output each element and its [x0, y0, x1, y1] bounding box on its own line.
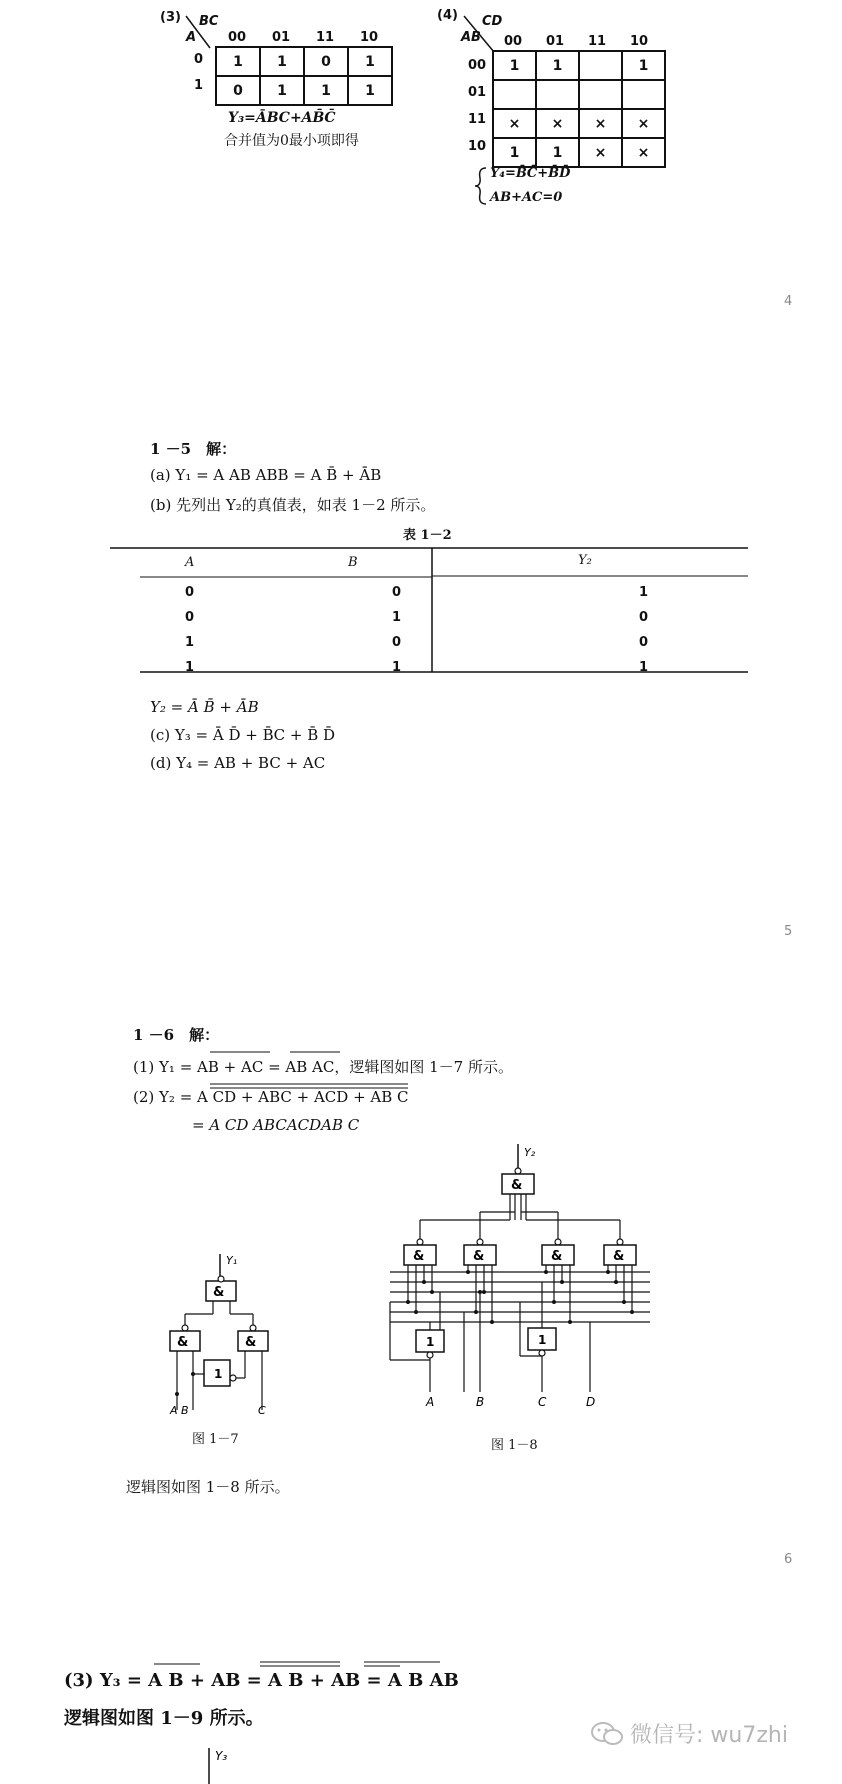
cell-a: 0 — [185, 585, 195, 600]
cell-a: 1 — [185, 635, 195, 650]
kmap3-cell: 1 — [216, 47, 260, 76]
fig18-logic-diagram — [380, 1140, 660, 1410]
fig18-and-label: & — [473, 1249, 485, 1264]
kmap3-row-header: 1 — [194, 78, 204, 93]
kmap3-col-headers — [215, 30, 391, 45]
s15-table-title: 表 1－2 — [403, 528, 452, 543]
kmap4-cell: × — [536, 109, 579, 138]
kmap4-row — [493, 51, 665, 80]
s15-line-a: (a) Y₁ = A AB ABB = A B̄ + ĀB — [150, 466, 382, 484]
kmap3-cell: 1 — [348, 47, 392, 76]
kmap3-cell: 1 — [348, 76, 392, 105]
kmap4-col-header: 00 — [503, 34, 523, 49]
cell-y2: 1 — [639, 660, 649, 675]
cell-y2: 0 — [639, 610, 649, 625]
kmap4-cell: × — [579, 109, 622, 138]
kmap3-col-header: 01 — [271, 30, 291, 45]
kmap3-result: Y₃=ĀBC+AB̄C̄ — [228, 110, 336, 126]
kmap3-col-header: 00 — [227, 30, 247, 45]
fig18-in-c-label: C — [538, 1395, 547, 1409]
fig17-in-c-label: C — [258, 1404, 266, 1417]
kmap4-row-header: 11 — [468, 112, 487, 127]
cell-y2: 0 — [639, 635, 649, 650]
s-next-overlines — [150, 1660, 450, 1672]
kmap3-cell: 1 — [260, 47, 304, 76]
cell-b: 1 — [392, 660, 402, 675]
kmap4-cell: 1 — [493, 138, 536, 167]
fig17-out-label: Y₁ — [226, 1254, 238, 1267]
s16-after-text: 逻辑图如图 1－8 所示。 — [126, 1478, 290, 1496]
fig18-not-label: 1 — [426, 1335, 435, 1349]
s15-line-d: (d) Y₄ = AB + BC + AC — [150, 754, 326, 772]
kmap3-cell: 0 — [216, 76, 260, 105]
s15-line-c: (c) Y₃ = Ā D̄ + B̄C + B̄ D̄ — [150, 726, 336, 744]
kmap4-col-header: 10 — [629, 34, 649, 49]
fig17-and-label: & — [245, 1335, 257, 1350]
kmap4-cell: 1 — [536, 138, 579, 167]
fig18-and-label: & — [613, 1249, 625, 1264]
kmap3-row — [216, 47, 392, 76]
kmap4-cell: × — [579, 138, 622, 167]
kmap4-cell: 1 — [622, 51, 665, 80]
kmap4-label: (4) — [437, 8, 458, 23]
cell-a: 0 — [185, 610, 195, 625]
s16-line-1: (1) Y₁ = AB + AC = AB AC，逻辑图如图 1－7 所示。 — [133, 1058, 513, 1076]
fig17-not-label: 1 — [214, 1367, 223, 1381]
fig18-in-a-label: A — [426, 1395, 435, 1409]
kmap4-grid — [492, 50, 666, 168]
kmap4-row-header: 01 — [468, 85, 487, 100]
wechat-icon — [590, 1721, 624, 1747]
kmap4-cell: × — [622, 138, 665, 167]
kmap4-cell — [622, 80, 665, 109]
cell-b: 0 — [392, 585, 402, 600]
kmap4-col-var: CD — [482, 14, 503, 29]
kmap4-row-var: AB — [461, 30, 481, 45]
kmap3-label: (3) — [160, 10, 181, 25]
kmap3-col-var: BC — [199, 14, 219, 29]
s15-line-y2: Y₂ = Ā B̄ + ĀB — [150, 698, 259, 716]
kmap3-col-header: 10 — [359, 30, 379, 45]
s15-th-b: B — [348, 555, 358, 570]
kmap4-cell: 1 — [536, 51, 579, 80]
kmap3-cell: 1 — [260, 76, 304, 105]
kmap3-row-header: 0 — [194, 52, 204, 67]
kmap4-cell: × — [493, 109, 536, 138]
kmap4-row — [493, 109, 665, 138]
kmap4-row-header: 10 — [468, 139, 487, 154]
s16-line-2: (2) Y₂ = A CD + ABC + ACD + AB C — [133, 1088, 409, 1106]
fig18-and-label: & — [413, 1249, 425, 1264]
cell-a: 1 — [185, 660, 195, 675]
kmap4-cell — [579, 51, 622, 80]
fig17-and-label: & — [177, 1335, 189, 1350]
page-number-6: 6 — [784, 1552, 793, 1567]
kmap4-cell: 1 — [493, 51, 536, 80]
s-next-line-y3: (3) Y₃ = A B + AB = A B + AB = A B AB — [64, 1670, 459, 1691]
kmap4-row-header: 00 — [468, 58, 487, 73]
kmap3-note: 合并值为0最小项即得 — [224, 133, 359, 149]
page-number-4: 4 — [784, 294, 793, 309]
kmap3-grid — [215, 46, 393, 106]
fig18-in-b-label: B — [476, 1395, 485, 1409]
fig17-caption: 图 1－7 — [192, 1432, 239, 1447]
kmap3-cell: 1 — [304, 76, 348, 105]
fig18-in-d-label: D — [586, 1395, 596, 1409]
kmap4-cell — [536, 80, 579, 109]
table-row — [140, 655, 649, 680]
kmap3-row — [216, 76, 392, 105]
s16-heading: 1 －6 解： — [133, 1026, 220, 1044]
kmap4-row — [493, 138, 665, 167]
s15-line-b: (b) 先列出 Y₂的真值表，如表 1－2 所示。 — [150, 496, 436, 514]
kmap3-row-var: A — [186, 30, 197, 45]
s15-heading: 1 －5 解： — [150, 440, 237, 458]
s15-th-a: A — [185, 555, 195, 570]
s15-th-y2: Y₂ — [578, 553, 592, 568]
fig18-caption: 图 1－8 — [491, 1438, 538, 1453]
fig18-out-label: Y₂ — [524, 1146, 536, 1159]
kmap4-brace — [474, 166, 488, 206]
table-row — [140, 580, 649, 605]
kmap4-cell — [493, 80, 536, 109]
kmap4-col-headers — [492, 34, 660, 49]
table-row — [140, 630, 649, 655]
s-next-fig19-line: 逻辑图如图 1－9 所示。 — [64, 1708, 264, 1729]
kmap4-cell: × — [622, 109, 665, 138]
fig17-and-label: & — [213, 1285, 225, 1300]
fig19-out-label: Y₃ — [215, 1749, 228, 1763]
kmap4-col-header: 11 — [587, 34, 607, 49]
cell-b: 1 — [392, 610, 402, 625]
s16-line-2b: = A CD ABCACDAB C — [192, 1116, 360, 1134]
cell-y2: 1 — [639, 585, 649, 600]
kmap4-result-line1: Y₄=B̄C̄+B̄D̄ — [490, 166, 571, 181]
s15-truth-table — [140, 580, 649, 680]
watermark — [590, 1718, 788, 1749]
s16-overlines — [190, 1048, 420, 1116]
kmap3-cell: 0 — [304, 47, 348, 76]
fig19-partial — [195, 1744, 245, 1784]
fig18-and-label: & — [511, 1178, 523, 1193]
fig17-in-ab-label: A B — [170, 1404, 189, 1417]
fig17-logic-diagram — [150, 1250, 300, 1420]
watermark-text: 微信号: wu7zhi — [630, 1723, 788, 1748]
fig18-not-label: 1 — [538, 1333, 547, 1347]
kmap3-col-header: 11 — [315, 30, 335, 45]
fig18-and-label: & — [551, 1249, 563, 1264]
kmap4-result-line2: AB+AC=0 — [490, 190, 563, 205]
kmap4-cell — [579, 80, 622, 109]
kmap4-row — [493, 80, 665, 109]
page-number-5: 5 — [784, 924, 793, 939]
cell-b: 0 — [392, 635, 402, 650]
kmap4-col-header: 01 — [545, 34, 565, 49]
table-row — [140, 605, 649, 630]
